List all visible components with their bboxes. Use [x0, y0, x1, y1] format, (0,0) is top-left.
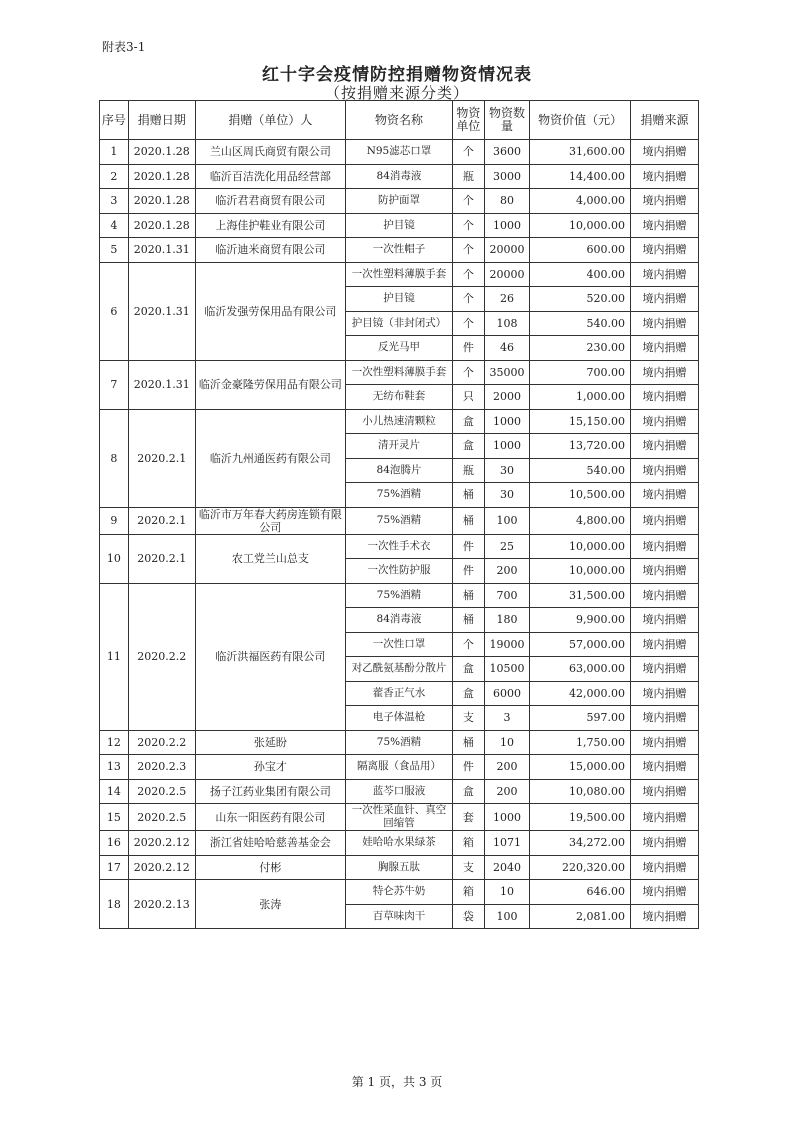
row-number: 8	[100, 409, 129, 507]
item-qty: 1000	[484, 434, 529, 459]
item-source: 境内捐赠	[631, 632, 699, 657]
item-source: 境内捐赠	[631, 904, 699, 929]
item-value: 2,081.00	[530, 904, 631, 929]
table-body	[100, 140, 699, 929]
item-qty: 1000	[484, 213, 529, 238]
item-value: 4,800.00	[530, 507, 631, 534]
item-source: 境内捐赠	[631, 534, 699, 559]
item-name: 防护面罩	[345, 189, 452, 214]
item-unit: 袋	[452, 904, 484, 929]
header-donor: 捐赠（单位）人	[195, 101, 345, 140]
item-source: 境内捐赠	[631, 706, 699, 731]
donor-name: 付彬	[195, 855, 345, 880]
item-unit: 桶	[452, 507, 484, 534]
page-subtitle: （按捐赠来源分类）	[324, 84, 469, 102]
item-qty: 3600	[484, 140, 529, 165]
row-number: 7	[100, 360, 129, 409]
item-name: 护目镜	[345, 213, 452, 238]
donor-name: 张延盼	[195, 730, 345, 755]
table-row	[100, 140, 699, 165]
table-row	[100, 730, 699, 755]
item-source: 境内捐赠	[631, 608, 699, 633]
row-number: 14	[100, 779, 129, 804]
item-qty: 25	[484, 534, 529, 559]
item-source: 境内捐赠	[631, 434, 699, 459]
donation-date: 2020.2.13	[128, 880, 195, 929]
item-name: 电子体温枪	[345, 706, 452, 731]
item-name: 藿香正气水	[345, 681, 452, 706]
item-name: 75%酒精	[345, 483, 452, 508]
item-unit: 桶	[452, 583, 484, 608]
item-qty: 1071	[484, 831, 529, 856]
item-unit: 个	[452, 238, 484, 263]
donation-date: 2020.1.28	[128, 213, 195, 238]
donation-date: 2020.2.3	[128, 755, 195, 780]
row-number: 9	[100, 507, 129, 534]
item-unit: 个	[452, 140, 484, 165]
item-name: 隔离服（食品用）	[345, 755, 452, 780]
item-value: 1,000.00	[530, 385, 631, 410]
item-value: 63,000.00	[530, 657, 631, 682]
item-unit: 盒	[452, 779, 484, 804]
item-source: 境内捐赠	[631, 262, 699, 287]
item-name: 娃哈哈水果绿茶	[345, 831, 452, 856]
item-qty: 46	[484, 336, 529, 361]
donation-date: 2020.1.31	[128, 238, 195, 263]
item-name: 蓝芩口服液	[345, 779, 452, 804]
page-title: 红十字会疫情防控捐赠物资情况表	[262, 65, 532, 85]
item-source: 境内捐赠	[631, 385, 699, 410]
item-source: 境内捐赠	[631, 804, 699, 831]
header-unit: 物资单位	[452, 101, 484, 140]
item-qty: 2040	[484, 855, 529, 880]
donation-date: 2020.1.28	[128, 164, 195, 189]
item-unit: 桶	[452, 730, 484, 755]
item-qty: 30	[484, 458, 529, 483]
table-row	[100, 534, 699, 559]
item-unit: 箱	[452, 831, 484, 856]
donation-date: 2020.2.12	[128, 855, 195, 880]
donation-date: 2020.2.12	[128, 831, 195, 856]
table-row	[100, 164, 699, 189]
item-unit: 支	[452, 706, 484, 731]
item-value: 700.00	[530, 360, 631, 385]
item-name: 一次性采血针、真空回缩管	[345, 804, 452, 831]
row-number: 18	[100, 880, 129, 929]
row-number: 12	[100, 730, 129, 755]
item-value: 220,320.00	[530, 855, 631, 880]
item-name: 84泡腾片	[345, 458, 452, 483]
item-qty: 10	[484, 730, 529, 755]
item-qty: 80	[484, 189, 529, 214]
header-no: 序号	[100, 101, 129, 140]
item-name: 小儿热速清颗粒	[345, 409, 452, 434]
donor-name: 临沂金豪隆劳保用品有限公司	[195, 360, 345, 409]
item-name: 一次性口罩	[345, 632, 452, 657]
item-value: 597.00	[530, 706, 631, 731]
item-value: 14,400.00	[530, 164, 631, 189]
row-number: 11	[100, 583, 129, 730]
item-unit: 盒	[452, 409, 484, 434]
table-row	[100, 189, 699, 214]
item-qty: 180	[484, 608, 529, 633]
item-qty: 20000	[484, 238, 529, 263]
item-value: 10,000.00	[530, 534, 631, 559]
table-row	[100, 507, 699, 534]
donor-name: 上海佳护鞋业有限公司	[195, 213, 345, 238]
item-name: 对乙酰氨基酚分散片	[345, 657, 452, 682]
item-unit: 个	[452, 189, 484, 214]
item-qty: 100	[484, 904, 529, 929]
donor-name: 张涛	[195, 880, 345, 929]
item-value: 1,750.00	[530, 730, 631, 755]
item-value: 13,720.00	[530, 434, 631, 459]
donation-table	[99, 100, 699, 929]
item-unit: 盒	[452, 657, 484, 682]
item-qty: 200	[484, 559, 529, 584]
item-name: N95滤芯口罩	[345, 140, 452, 165]
item-name: 75%酒精	[345, 730, 452, 755]
item-unit: 个	[452, 213, 484, 238]
donation-date: 2020.2.5	[128, 779, 195, 804]
table-header-row	[100, 101, 699, 140]
item-unit: 个	[452, 360, 484, 385]
item-value: 600.00	[530, 238, 631, 263]
row-number: 16	[100, 831, 129, 856]
donation-date: 2020.1.28	[128, 189, 195, 214]
item-name: 无纺布鞋套	[345, 385, 452, 410]
donor-name: 临沂洪福医药有限公司	[195, 583, 345, 730]
item-name: 百草味肉干	[345, 904, 452, 929]
table-row	[100, 409, 699, 434]
donation-date: 2020.2.1	[128, 534, 195, 583]
item-qty: 6000	[484, 681, 529, 706]
item-source: 境内捐赠	[631, 507, 699, 534]
item-unit: 个	[452, 311, 484, 336]
item-qty: 1000	[484, 804, 529, 831]
item-qty: 2000	[484, 385, 529, 410]
table-row	[100, 755, 699, 780]
item-name: 一次性帽子	[345, 238, 452, 263]
item-unit: 件	[452, 534, 484, 559]
item-unit: 桶	[452, 608, 484, 633]
item-unit: 个	[452, 632, 484, 657]
item-source: 境内捐赠	[631, 755, 699, 780]
donation-date: 2020.1.28	[128, 140, 195, 165]
table-row	[100, 880, 699, 905]
item-name: 护目镜（非封闭式）	[345, 311, 452, 336]
table-row	[100, 583, 699, 608]
item-source: 境内捐赠	[631, 238, 699, 263]
row-number: 4	[100, 213, 129, 238]
item-qty: 200	[484, 779, 529, 804]
donation-date: 2020.1.31	[128, 360, 195, 409]
item-name: 一次性防护服	[345, 559, 452, 584]
item-source: 境内捐赠	[631, 483, 699, 508]
donor-name: 浙江省娃哈哈慈善基金会	[195, 831, 345, 856]
item-name: 护目镜	[345, 287, 452, 312]
item-value: 10,000.00	[530, 213, 631, 238]
row-number: 6	[100, 262, 129, 360]
item-qty: 20000	[484, 262, 529, 287]
table-row	[100, 831, 699, 856]
donor-name: 扬子江药业集团有限公司	[195, 779, 345, 804]
item-name: 一次性手术衣	[345, 534, 452, 559]
donor-name: 临沂市万年春大药房连锁有限公司	[195, 507, 345, 534]
item-value: 31,600.00	[530, 140, 631, 165]
item-source: 境内捐赠	[631, 287, 699, 312]
item-source: 境内捐赠	[631, 189, 699, 214]
item-source: 境内捐赠	[631, 409, 699, 434]
donor-name: 山东一阳医药有限公司	[195, 804, 345, 831]
item-unit: 只	[452, 385, 484, 410]
table-row	[100, 238, 699, 263]
item-qty: 3000	[484, 164, 529, 189]
item-qty: 3	[484, 706, 529, 731]
table-row	[100, 804, 699, 831]
donor-name: 兰山区周氏商贸有限公司	[195, 140, 345, 165]
item-value: 9,900.00	[530, 608, 631, 633]
item-value: 10,080.00	[530, 779, 631, 804]
item-name: 一次性塑料薄膜手套	[345, 262, 452, 287]
annex-label: 附表3-1	[102, 40, 146, 54]
item-source: 境内捐赠	[631, 681, 699, 706]
item-qty: 10	[484, 880, 529, 905]
item-value: 540.00	[530, 311, 631, 336]
item-value: 4,000.00	[530, 189, 631, 214]
item-value: 34,272.00	[530, 831, 631, 856]
donor-name: 临沂迪米商贸有限公司	[195, 238, 345, 263]
item-value: 42,000.00	[530, 681, 631, 706]
item-source: 境内捐赠	[631, 880, 699, 905]
item-name: 一次性塑料薄膜手套	[345, 360, 452, 385]
item-source: 境内捐赠	[631, 311, 699, 336]
item-source: 境内捐赠	[631, 831, 699, 856]
item-source: 境内捐赠	[631, 583, 699, 608]
item-unit: 支	[452, 855, 484, 880]
item-value: 15,000.00	[530, 755, 631, 780]
item-value: 15,150.00	[530, 409, 631, 434]
item-unit: 瓶	[452, 164, 484, 189]
item-qty: 26	[484, 287, 529, 312]
table-row	[100, 779, 699, 804]
row-number: 2	[100, 164, 129, 189]
item-qty: 10500	[484, 657, 529, 682]
donor-name: 孙宝才	[195, 755, 345, 780]
item-qty: 1000	[484, 409, 529, 434]
page-footer: 第 1 页，共 3 页	[351, 1075, 443, 1089]
item-value: 646.00	[530, 880, 631, 905]
item-name: 84消毒液	[345, 164, 452, 189]
row-number: 3	[100, 189, 129, 214]
item-name: 反光马甲	[345, 336, 452, 361]
item-value: 520.00	[530, 287, 631, 312]
item-name: 75%酒精	[345, 507, 452, 534]
item-value: 19,500.00	[530, 804, 631, 831]
donor-name: 临沂九州通医药有限公司	[195, 409, 345, 507]
item-source: 境内捐赠	[631, 779, 699, 804]
item-qty: 200	[484, 755, 529, 780]
item-unit: 瓶	[452, 458, 484, 483]
item-value: 400.00	[530, 262, 631, 287]
item-unit: 个	[452, 287, 484, 312]
item-unit: 桶	[452, 483, 484, 508]
row-number: 5	[100, 238, 129, 263]
item-unit: 个	[452, 262, 484, 287]
row-number: 10	[100, 534, 129, 583]
item-source: 境内捐赠	[631, 213, 699, 238]
row-number: 1	[100, 140, 129, 165]
donation-date: 2020.2.2	[128, 583, 195, 730]
item-qty: 30	[484, 483, 529, 508]
item-value: 10,000.00	[530, 559, 631, 584]
item-source: 境内捐赠	[631, 657, 699, 682]
item-source: 境内捐赠	[631, 140, 699, 165]
donor-name: 农工党兰山总支	[195, 534, 345, 583]
item-unit: 件	[452, 755, 484, 780]
donor-name: 临沂发强劳保用品有限公司	[195, 262, 345, 360]
row-number: 17	[100, 855, 129, 880]
header-item-name: 物资名称	[345, 101, 452, 140]
item-source: 境内捐赠	[631, 336, 699, 361]
item-source: 境内捐赠	[631, 360, 699, 385]
item-name: 84消毒液	[345, 608, 452, 633]
table-row	[100, 213, 699, 238]
item-source: 境内捐赠	[631, 855, 699, 880]
item-source: 境内捐赠	[631, 730, 699, 755]
item-unit: 箱	[452, 880, 484, 905]
item-qty: 108	[484, 311, 529, 336]
header-qty: 物资数量	[484, 101, 529, 140]
item-name: 75%酒精	[345, 583, 452, 608]
item-unit: 件	[452, 336, 484, 361]
item-qty: 35000	[484, 360, 529, 385]
item-unit: 盒	[452, 434, 484, 459]
donation-date: 2020.2.1	[128, 409, 195, 507]
item-name: 特仑苏牛奶	[345, 880, 452, 905]
item-source: 境内捐赠	[631, 559, 699, 584]
header-date: 捐赠日期	[128, 101, 195, 140]
table-row	[100, 360, 699, 385]
donation-date: 2020.1.31	[128, 262, 195, 360]
item-value: 57,000.00	[530, 632, 631, 657]
item-value: 31,500.00	[530, 583, 631, 608]
donor-name: 临沂百洁洗化用品经营部	[195, 164, 345, 189]
item-name: 清开灵片	[345, 434, 452, 459]
row-number: 13	[100, 755, 129, 780]
item-value: 10,500.00	[530, 483, 631, 508]
table-row	[100, 262, 699, 287]
header-source: 捐赠来源	[631, 101, 699, 140]
item-name: 胸腺五肽	[345, 855, 452, 880]
item-unit: 盒	[452, 681, 484, 706]
item-qty: 100	[484, 507, 529, 534]
row-number: 15	[100, 804, 129, 831]
donation-date: 2020.2.1	[128, 507, 195, 534]
donation-date: 2020.2.5	[128, 804, 195, 831]
item-unit: 套	[452, 804, 484, 831]
item-source: 境内捐赠	[631, 164, 699, 189]
header-value: 物资价值（元）	[530, 101, 631, 140]
item-source: 境内捐赠	[631, 458, 699, 483]
item-value: 540.00	[530, 458, 631, 483]
item-qty: 700	[484, 583, 529, 608]
donor-name: 临沂君君商贸有限公司	[195, 189, 345, 214]
item-unit: 件	[452, 559, 484, 584]
item-qty: 19000	[484, 632, 529, 657]
donation-date: 2020.2.2	[128, 730, 195, 755]
item-value: 230.00	[530, 336, 631, 361]
table-row	[100, 855, 699, 880]
